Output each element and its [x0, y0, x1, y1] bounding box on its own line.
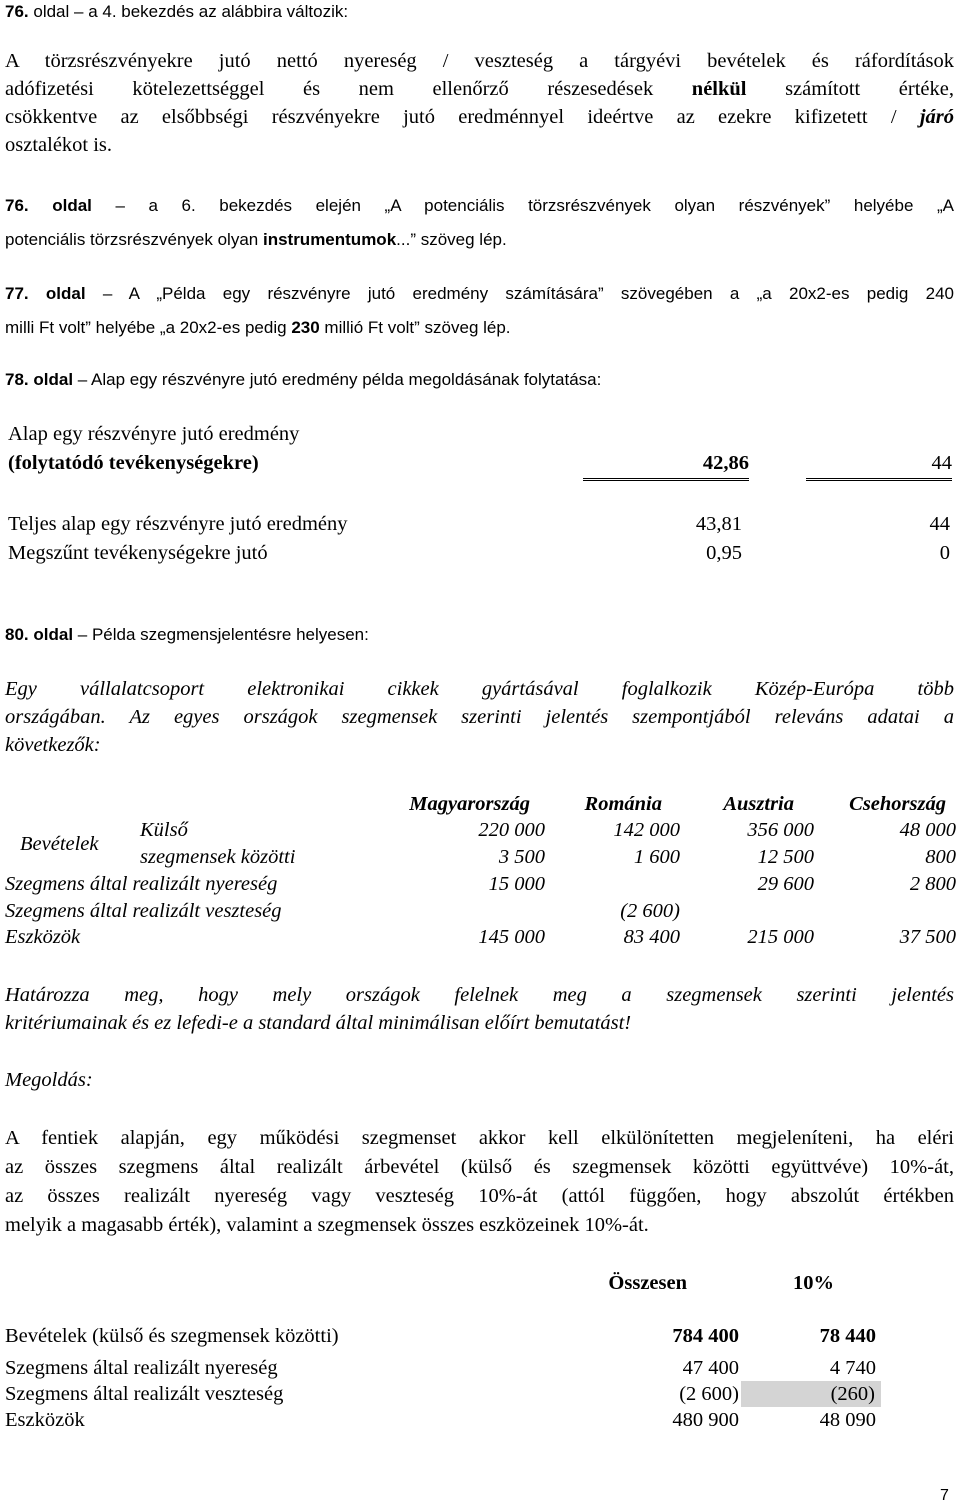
cell: 356 000 — [747, 819, 814, 841]
cell: 145 000 — [478, 926, 545, 948]
note77-oldal: oldal — [45, 284, 86, 303]
eps-title-line2: (folytatódó tevékenységekre) — [8, 452, 259, 474]
eps-row-value-2: 0 — [939, 542, 950, 564]
note76b-bold-word: instrumentumok — [262, 230, 397, 249]
cell: 48 000 — [899, 819, 956, 841]
note78-oldal: oldal — [33, 370, 74, 389]
cell-pct: 48 090 — [819, 1409, 876, 1431]
row-label: Szegmens által realizált veszteség — [5, 900, 282, 922]
note78-number: 78. — [5, 370, 29, 389]
note77-text: – A „Példa egy részvényre jutó eredmény számítására” szövegében a „a 20x2-es pedig 240 — [102, 284, 954, 303]
cell: (2 600) — [620, 900, 680, 922]
note76b-line2-text: potenciális törzsrészvények olyan — [5, 230, 259, 249]
intro-line2: országában. Az egyes országok szegmensek szerinti jelentés szempontjából releváns adatai a — [5, 706, 954, 728]
intro-line1: Egy vállalatcsoport elektronikai cikkek gyártásával foglalkozik Közép-Európa több — [5, 678, 954, 700]
note76b-line1 — [5, 196, 954, 216]
eps-row-label: Teljes alap egy részvényre jutó eredmény — [8, 513, 348, 535]
cell-pct: 78 440 — [819, 1325, 876, 1347]
note77-line2-text: milli Ft volt” helyébe „a 20x2-es pedig — [5, 318, 287, 337]
cell-total: 784 400 — [672, 1325, 739, 1347]
para1-line2-end: számított értéke, — [785, 78, 955, 100]
note76b-line2 — [5, 230, 507, 250]
question-line2: kritériumainak és ez lefedi-e a standard által minimálisan előírt bemutatást! — [5, 1012, 632, 1034]
intro-line3: következők: — [5, 734, 101, 756]
note77-number: 77. — [5, 284, 29, 303]
note76b-text: – a 6. bekezdés elején „A potenciális törzsrészvények olyan részvények” helyébe „A — [115, 196, 954, 215]
cell: 3 500 — [498, 846, 545, 868]
para1-line3-text: csökkentve az elsőbbségi részvényekre jutó eredménnyel ideértve az ezekre kifizetett / — [5, 106, 897, 128]
note76b-line2-end: ...” szöveg lép. — [396, 230, 507, 249]
solution-line2: az összes szegmens által realizált árbevétel (külső és szegmensek közötti együttvéve) 10%-át, — [5, 1156, 954, 1178]
row-label: Külső — [140, 819, 188, 841]
para1-bold-italic-word: járó — [919, 106, 954, 128]
group-label-bevetelek: Bevételek — [20, 833, 99, 855]
note77-line1 — [5, 284, 954, 304]
cell: 220 000 — [478, 819, 545, 841]
cell: 12 500 — [757, 846, 814, 868]
para1-line2-text: adófizetési kötelezettséggel és nem ellenőrző részesedések — [5, 78, 654, 100]
note77-line2-end: millió Ft volt” szöveg lép. — [324, 318, 511, 337]
note78-text: – Alap egy részvényre jutó eredmény példa megoldásának folytatása: — [77, 370, 602, 389]
cell-pct: 4 740 — [829, 1357, 876, 1379]
note77-line2 — [5, 318, 511, 338]
cell-pct: (260) — [830, 1383, 875, 1405]
solution-line1: A fentiek alapján, egy működési szegmenset akkor kell elkülönítetten megjeleníteni, ha eléri — [5, 1127, 954, 1149]
eps-row-label: Megszűnt tevékenységekre jutó — [8, 542, 268, 564]
para1-line3 — [5, 106, 954, 129]
row-label: Szegmens által realizált veszteség — [5, 1383, 284, 1405]
row-label: Bevételek (külső és szegmensek közötti) — [5, 1325, 339, 1347]
solution-label: Megoldás: — [5, 1069, 93, 1091]
eps-value-2: 44 — [806, 452, 952, 481]
row-label: Eszközök — [5, 926, 81, 948]
note80-line — [5, 625, 369, 645]
col-header-ausztria: Ausztria — [723, 793, 794, 815]
para1-line2 — [5, 78, 954, 101]
page76-header — [5, 2, 348, 22]
note76b-oldal: oldal — [52, 196, 92, 215]
cell: 29 600 — [757, 873, 814, 895]
note80-number: 80. — [5, 625, 29, 644]
page-ref-text: oldal – a 4. bekezdés az alábbira változik: — [33, 2, 349, 21]
eps-row-value-1: 43,81 — [695, 513, 742, 535]
row-label: szegmensek közötti — [140, 846, 296, 868]
cell-total: (2 600) — [679, 1383, 739, 1405]
eps-value-1: 42,86 — [583, 452, 749, 481]
row-label: Szegmens által realizált nyereség — [5, 1357, 278, 1379]
cell: 37 500 — [899, 926, 956, 948]
col-header-magyarorszag: Magyarország — [409, 793, 530, 815]
para1-line4: osztalékot is. — [5, 134, 113, 156]
note80-text: – Példa szegmensjelentésre helyesen: — [77, 625, 369, 644]
note77-bold-number: 230 — [291, 318, 320, 337]
cell-total: 480 900 — [672, 1409, 739, 1431]
solution-line4: melyik a magasabb érték), valamint a szegmensek összes eszközeinek 10%-át. — [5, 1214, 649, 1236]
note80-oldal: oldal — [33, 625, 74, 644]
page-number: 7 — [940, 1487, 949, 1504]
col-header-10pct: 10% — [793, 1272, 834, 1294]
row-label: Eszközök — [5, 1409, 85, 1431]
para1-bold-word: nélkül — [691, 78, 747, 100]
cell-pct-highlighted — [741, 1381, 881, 1407]
question-line1: Határozza meg, hogy mely országok felelnek meg a szegmensek szerinti jelentés — [5, 984, 954, 1006]
eps-row-value-2: 44 — [929, 513, 950, 535]
eps-row-value-1: 0,95 — [706, 542, 742, 564]
col-header-osszesen: Összesen — [608, 1272, 687, 1294]
note76b-number: 76. — [5, 196, 29, 215]
cell: 215 000 — [747, 926, 814, 948]
cell: 142 000 — [613, 819, 680, 841]
cell: 2 800 — [909, 873, 956, 895]
cell: 15 000 — [488, 873, 545, 895]
para1-line1: A törzsrészvényekre jutó nettó nyereség / veszteség a tárgyévi bevételek és ráfordítások — [5, 50, 954, 72]
row-label: Szegmens által realizált nyereség — [5, 873, 278, 895]
cell: 83 400 — [623, 926, 680, 948]
col-header-csehorszag: Csehország — [849, 793, 946, 815]
cell: 800 — [925, 846, 956, 868]
col-header-romania: Románia — [584, 793, 662, 815]
page-ref-number: 76. — [5, 2, 29, 21]
eps-title-line1: Alap egy részvényre jutó eredmény — [8, 423, 300, 445]
note78-line — [5, 370, 601, 390]
cell-total: 47 400 — [682, 1357, 739, 1379]
cell: 1 600 — [633, 846, 680, 868]
solution-line3: az összes realizált nyereség vagy veszteség 10%-át (attól függően, hogy abszolút értékben — [5, 1185, 954, 1207]
